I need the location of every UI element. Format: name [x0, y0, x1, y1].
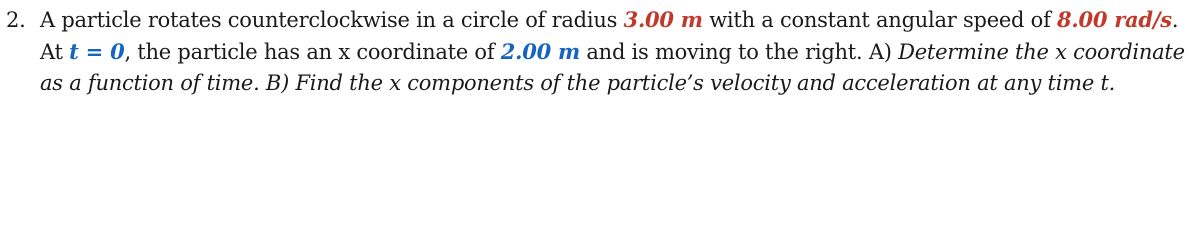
- problem-text: and is moving to the right. A): [579, 40, 899, 64]
- problem-text: .: [1171, 8, 1179, 32]
- problem-statement: [6, 4, 1196, 99]
- problem-text: with a constant angular speed of: [702, 8, 1058, 32]
- problem-line-3: [6, 68, 1196, 99]
- problem-text: , the particle has an x coordinate of: [124, 40, 501, 64]
- problem-text: A particle rotates counterclockwise in a circle of radius: [40, 8, 624, 32]
- part-b-question: as a function of time. B) Find the x components of the particle’s velocity and acceleration at any time t.: [40, 71, 1116, 95]
- problem-number: 2.: [6, 8, 26, 32]
- problem-line-1: [6, 4, 1196, 36]
- part-a-question: Determine the x coordinate: [898, 40, 1185, 64]
- radius-value: 3.00 m: [623, 7, 703, 32]
- problem-line-2: [6, 36, 1196, 68]
- problem-text: At: [40, 40, 70, 64]
- initial-time-value: t = 0: [69, 39, 125, 64]
- initial-x-value: 2.00 m: [500, 39, 580, 64]
- angular-speed-value: 8.00 rad/s: [1057, 7, 1172, 32]
